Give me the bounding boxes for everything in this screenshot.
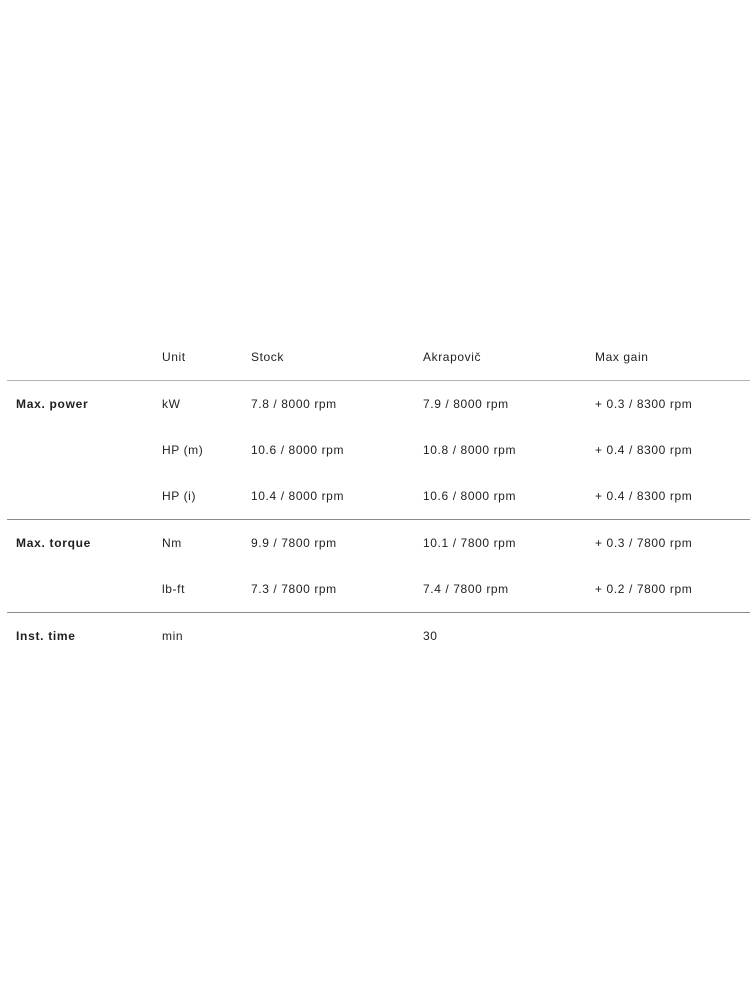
table-row xyxy=(7,381,750,428)
cell-akrapovic: 10.6 / 8000 rpm xyxy=(423,473,595,520)
table-row xyxy=(7,566,750,613)
cell-akrapovic: 10.8 / 8000 rpm xyxy=(423,443,517,457)
cell-unit: Nm xyxy=(162,536,182,550)
table-row xyxy=(7,473,750,520)
cell-stock: 10.4 / 8000 rpm xyxy=(251,473,423,520)
table-row xyxy=(7,613,750,660)
cell-akrapovic: 7.4 / 7800 rpm xyxy=(423,566,595,613)
performance-spec-table xyxy=(7,334,750,659)
cell-akrapovic: 7.9 / 8000 rpm xyxy=(423,397,509,411)
cell-stock xyxy=(251,613,423,660)
row-label: Max. power xyxy=(16,397,89,411)
header-label xyxy=(7,334,162,381)
cell-max-gain: + 0.2 / 7800 rpm xyxy=(595,566,750,613)
cell-max-gain: + 0.4 / 8300 rpm xyxy=(595,443,693,457)
table-row xyxy=(7,427,750,473)
cell-stock: 9.9 / 7800 rpm xyxy=(251,536,337,550)
cell-unit: kW xyxy=(162,397,181,411)
table-row xyxy=(7,520,750,567)
header-row xyxy=(7,334,750,381)
row-label: Max. torque xyxy=(16,536,92,550)
cell-max-gain: + 0.3 / 8300 rpm xyxy=(595,397,693,411)
row-label: Inst. time xyxy=(16,629,76,643)
table-body xyxy=(7,381,750,660)
cell-akrapovic: 10.1 / 7800 rpm xyxy=(423,536,517,550)
table-header xyxy=(7,334,750,381)
header-unit: Unit xyxy=(162,334,251,381)
cell-stock: 7.8 / 8000 rpm xyxy=(251,397,337,411)
cell-unit: lb-ft xyxy=(162,566,251,613)
row-label xyxy=(7,473,162,520)
cell-max-gain: + 0.4 / 8300 rpm xyxy=(595,473,750,520)
row-label xyxy=(7,566,162,613)
cell-stock: 10.6 / 8000 rpm xyxy=(251,443,345,457)
header-max-gain: Max gain xyxy=(595,334,750,381)
cell-max-gain xyxy=(595,613,750,660)
header-stock: Stock xyxy=(251,334,423,381)
cell-akrapovic: 30 xyxy=(423,629,438,643)
cell-stock: 7.3 / 7800 rpm xyxy=(251,566,423,613)
header-akrapovic: Akrapovič xyxy=(423,334,595,381)
cell-unit: HP (m) xyxy=(162,443,204,457)
cell-max-gain: + 0.3 / 7800 rpm xyxy=(595,536,693,550)
cell-unit: min xyxy=(162,629,184,643)
row-label xyxy=(7,427,162,473)
cell-unit: HP (i) xyxy=(162,473,251,520)
